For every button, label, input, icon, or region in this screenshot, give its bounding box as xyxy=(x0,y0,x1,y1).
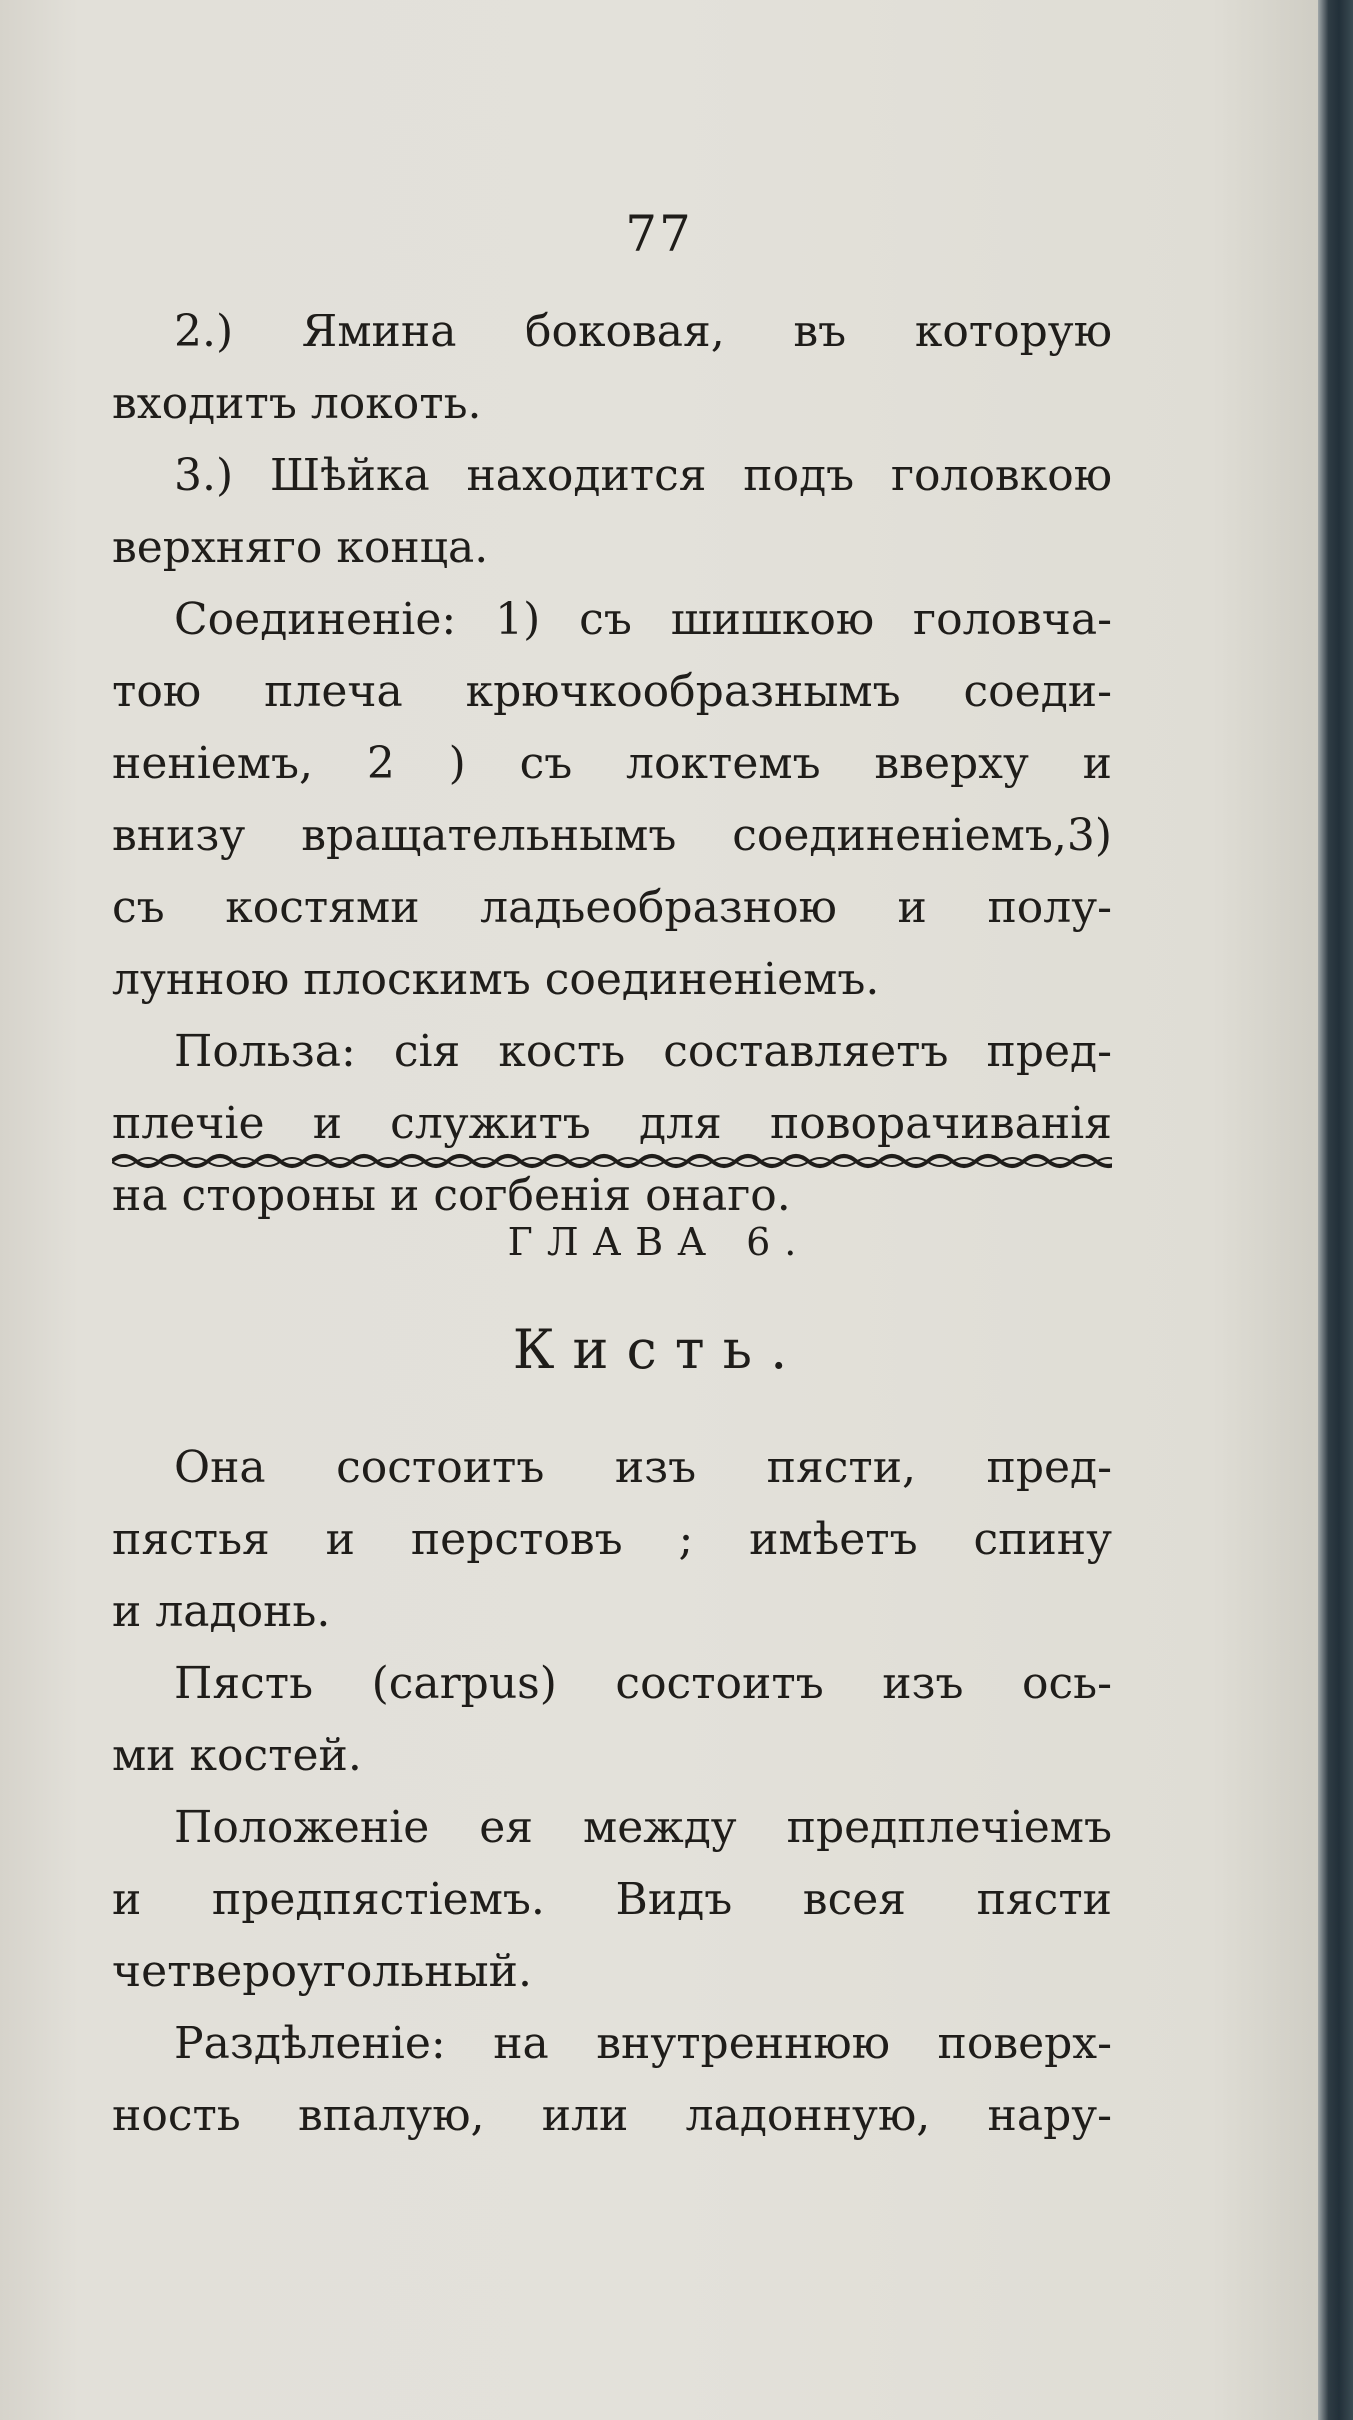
text-line: Соединенiе: 1) съ шишкою головча- xyxy=(174,594,1112,645)
paragraph-group-1 xyxy=(112,296,1112,1232)
text-line: Пясть (carpus) состоитъ изъ ось- xyxy=(174,1658,1112,1709)
ornamental-divider xyxy=(112,1148,1112,1174)
text-line: на стороны и согбенiя онаго. xyxy=(112,1170,791,1221)
text-line: четвероугольный. xyxy=(112,1946,532,1997)
text-line: ми костей. xyxy=(112,1730,362,1781)
text-line: плечiе и служитъ для поворачиванiя xyxy=(112,1098,1112,1149)
text-line: внизу вращательнымъ соединенiемъ,3) xyxy=(112,810,1112,861)
text-line: съ костями ладьеобразною и полу- xyxy=(112,882,1112,933)
text-line: Раздѣленiе: на внутреннюю поверх- xyxy=(174,2018,1112,2069)
book-edge xyxy=(1318,0,1353,2420)
text-line: и предпястiемъ. Видъ всея пясти xyxy=(112,1874,1112,1925)
text-line: 2.) Ямина боковая, въ которую xyxy=(174,306,1112,357)
page-number: 77 xyxy=(625,205,693,263)
text-line: Положенiе ея между предплечiемъ xyxy=(174,1802,1112,1853)
paragraph-group-2 xyxy=(112,1432,1112,2152)
text-line: лунною плоскимъ соединенiемъ. xyxy=(112,954,880,1005)
text-line: верхняго конца. xyxy=(112,522,489,573)
text-line: ность впалую, или ладонную, нару- xyxy=(112,2090,1112,2141)
text-line: входитъ локоть. xyxy=(112,378,482,429)
text-line: ненiемъ, 2 ) съ локтемъ вверху и xyxy=(112,738,1112,789)
chapter-label: ГЛАВА 6. xyxy=(507,1220,811,1264)
text-line: пястья и перстовъ ; имѣетъ спину xyxy=(112,1514,1112,1565)
text-line: 3.) Шѣйка находится подъ головкою xyxy=(174,450,1112,501)
text-line: и ладонь. xyxy=(112,1586,331,1637)
chapter-title: Кисть. xyxy=(512,1318,806,1381)
text-line: тою плеча крючкообразнымъ соеди- xyxy=(112,666,1112,717)
text-line: Она состоитъ изъ пясти, пред- xyxy=(174,1442,1112,1493)
text-line: Польза: сiя кость составляетъ пред- xyxy=(174,1026,1112,1077)
